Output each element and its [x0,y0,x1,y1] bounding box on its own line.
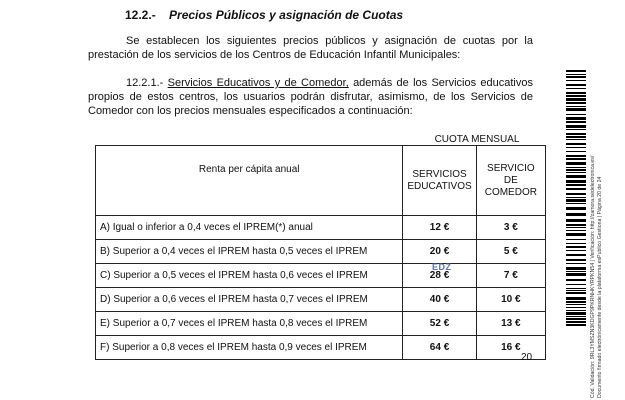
barcode-bar [566,310,586,311]
row-comedor: 7 € [476,264,545,288]
row-educativos: 20 € [403,240,476,264]
intro-paragraph: Se establecen los siguientes precios públicos y asignación de cuotas por la prestación de los servicios de los Centros de Educación Infantil Municipales: [88,35,533,61]
barcode-bar [566,233,586,236]
barcode-bar [566,139,586,140]
header-comedor-line: COMEDOR [484,186,537,198]
barcode-bar [566,227,586,228]
fees-table [95,145,546,360]
barcode-bar [566,95,586,97]
barcode-bar [566,92,586,94]
row-label: F) Superior a 0,8 veces el IPREM hasta 0,9 veces el IPREM [96,336,403,360]
row-comedor: 16 € [476,336,545,360]
barcode-bar [566,219,586,222]
subsection-number: 12.2.1.- [126,77,168,89]
barcode-bar [566,84,586,86]
edz-stamp: EDZ [432,262,452,272]
barcode-bar [566,259,586,261]
row-comedor: 13 € [476,312,545,336]
row-label: E) Superior a 0,7 veces el IPREM hasta 0,8 veces el IPREM [96,312,403,336]
barcode-bar [566,117,586,120]
validation-barcode [566,70,586,330]
barcode-bar [566,288,586,289]
subsection-title: Servicios Educativos y de Comedor, [167,77,349,89]
validation-side-text [590,156,604,398]
row-educativos: 12 € [403,216,476,240]
barcode-bar [566,246,586,248]
barcode-bar [566,188,586,190]
barcode-bar [566,263,586,264]
barcode-bar [566,158,586,160]
barcode-bar [566,279,586,281]
barcode-bar [566,106,586,107]
barcode-bar [566,321,586,323]
barcode-bar [566,301,586,303]
barcode-bar [566,175,586,178]
barcode-bar [566,147,586,148]
barcode-bar [566,108,586,111]
header-comedor-line: SERVICIO [487,162,535,174]
barcode-bar [566,193,586,195]
barcode-bar [566,307,586,308]
section-number: 12.2.- [125,8,156,22]
row-label: D) Superior a 0,6 veces el IPREM hasta 0,7 veces el IPREM [96,288,403,312]
barcode-bar [566,316,586,317]
barcode-bar [566,250,586,251]
barcode-bar [566,207,586,210]
row-educativos: 40 € [403,288,476,312]
barcode-bar [566,76,586,78]
barcode-bar [566,162,586,165]
barcode-bar [566,129,586,130]
row-comedor: 3 € [476,216,545,240]
table-header-row [96,146,546,216]
header-renta: Renta per cápita anual [96,146,403,216]
side-line: Cód. Validación: 9RL3YMSZN3KDGP9PKRNHKYRPKN54 | Verificación: http://zamora.sedelectronica.es/ [590,155,596,398]
barcode-bar [566,199,586,202]
section-heading [125,8,403,22]
subsection-body: además de los Servicios educativos propios de estos centros, los usuarios podrán disfrutar, asimismo, de los Servicios de Comedor con los precios mensuales especificados a continuación: [88,77,533,117]
barcode-bar [566,312,586,315]
barcode-bar [566,239,586,240]
row-comedor: 10 € [476,288,545,312]
header-educativos-line: SERVICIOS [412,168,467,180]
header-comedor [476,146,545,216]
services-paragraph [88,76,533,118]
header-comedor-line: DE [503,174,518,186]
barcode-bar [566,80,586,81]
row-educativos: 28 € [403,264,476,288]
table-row [96,312,546,336]
barcode-bar [566,284,586,285]
barcode-bar [566,151,586,152]
barcode-bar [566,167,586,168]
row-label: A) Igual o inferior a 0,4 veces el IPREM(*) anual [96,216,403,240]
barcode-bar [566,297,586,300]
table-row [96,264,546,288]
barcode-bar [566,292,586,294]
barcode-bar [566,102,586,104]
barcode-bar [566,155,586,157]
row-educativos: 52 € [403,312,476,336]
barcode-bar [566,271,586,272]
barcode-bar [566,121,586,123]
barcode-bar [566,254,586,256]
barcode-bar [566,98,586,101]
side-line: Documento firmado electrónicamente desde la plataforma esPublico Gestiona | Página 20 de 24 [597,176,603,398]
header-educativos-line: EDUCATIVOS [407,180,472,192]
table-row [96,240,546,264]
barcode-bar [566,184,586,186]
barcode-bar [566,203,586,204]
barcode-bar [566,74,586,75]
barcode-bar [566,324,586,326]
row-label: C) Superior a 0,5 veces el IPREM hasta 0,6 veces el IPREM [96,264,403,288]
barcode-bar [566,224,586,226]
barcode-bar [566,180,586,183]
barcode-bar [566,136,586,138]
barcode-bar [566,125,586,128]
barcode-bar [566,230,586,231]
barcode-bar [566,304,586,305]
row-comedor: 5 € [476,240,545,264]
barcode-bar [566,243,586,244]
header-educativos [403,146,476,216]
barcode-bar [566,88,586,89]
section-title: Precios Públicos y asignación de Cuotas [169,8,404,22]
page-number: 20 [521,352,533,363]
barcode-bar [566,114,586,115]
table-group-header: CUOTA MENSUAL [434,134,520,145]
barcode-bar [566,169,586,171]
barcode-bar [566,133,586,135]
barcode-bar [566,267,586,270]
table-row [96,336,546,360]
table-row [96,288,546,312]
barcode-bar [566,143,586,145]
barcode-bar [566,70,586,72]
row-label: B) Superior a 0,4 veces el IPREM hasta 0,5 veces el IPREM [96,240,403,264]
barcode-bar [566,213,586,216]
table-row [96,216,546,240]
row-educativos: 64 € [403,336,476,360]
barcode-bar [566,273,586,276]
barcode-bar [566,290,586,291]
barcode-bar [566,172,586,173]
barcode-bar [566,318,586,320]
barcode-bar [566,197,586,198]
